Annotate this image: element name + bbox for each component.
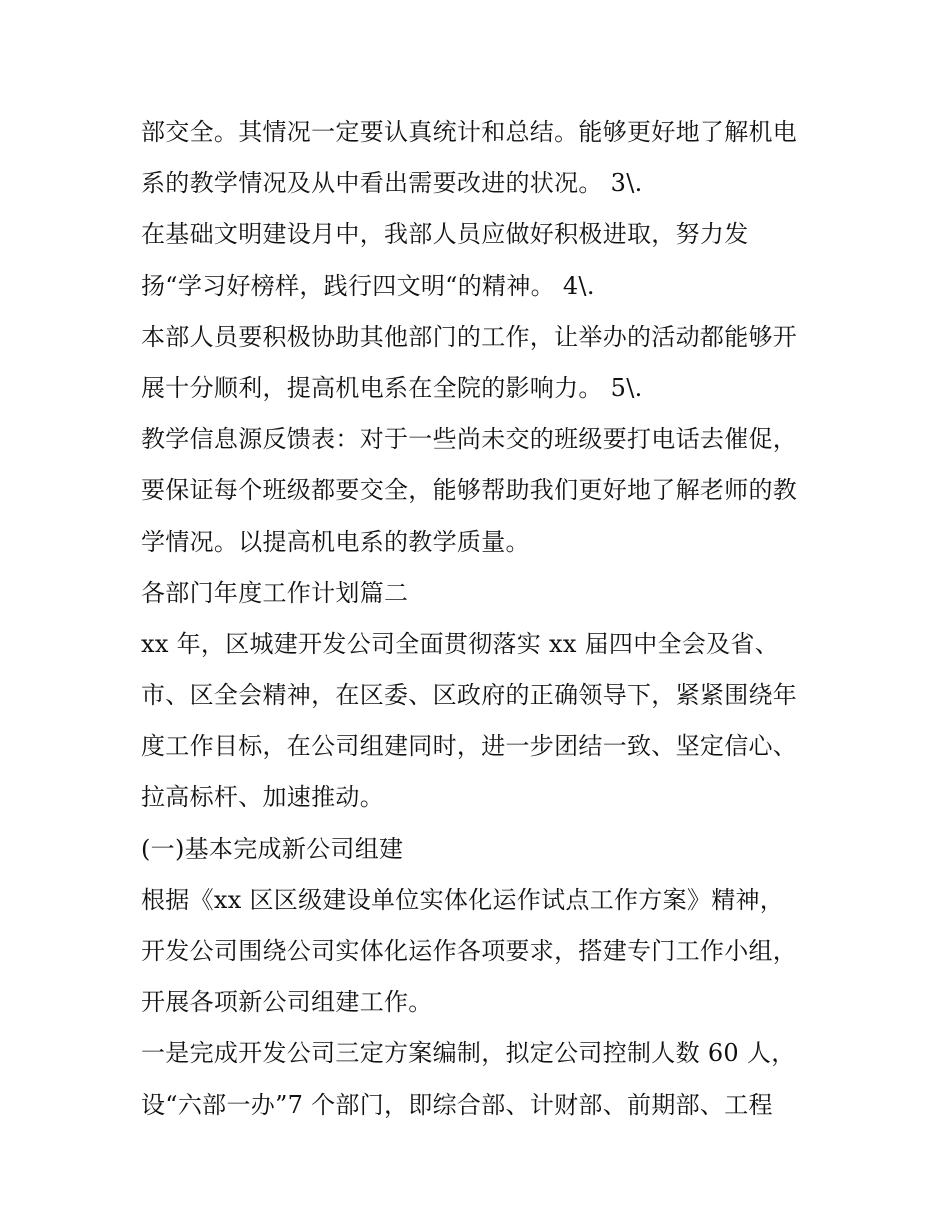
text-line: 部交全。其情况一定要认真统计和总结。能够更好地了解机电: [141, 118, 798, 146]
document-body: [141, 107, 841, 1131]
text-line: 一是完成开发公司三定方案编制，拟定公司控制人数 60 人，: [141, 1039, 796, 1068]
text-line: 本部人员要积极协助其他部门的工作，让举办的活动都能够开: [141, 322, 798, 351]
text-line: 开发公司围绕公司实体化运作各项要求，搭建专门工作小组，: [141, 937, 798, 965]
text-line: 要保证每个班级都要交全，能够帮助我们更好地了解老师的教: [141, 476, 798, 505]
text-line: 设“六部一办”7 个部门，即综合部、计财部、前期部、工程: [141, 1090, 773, 1119]
section-heading: 各部门年度工作计划篇二: [141, 578, 409, 607]
text-line: 教学信息源反馈表：对于一些尚未交的班级要打电话去催促，: [141, 425, 798, 454]
text-line: 系的教学情况及从中看出需要改进的状况。 3\.: [141, 169, 643, 198]
text-line: 在基础文明建设月中，我部人员应做好积极进取，努力发: [141, 220, 749, 249]
subsection-heading: (一)基本完成新公司组建: [141, 834, 404, 863]
text-line: xx 年，区城建开发公司全面贯彻落实 xx 届四中全会及省、: [141, 629, 780, 658]
text-line: 扬“学习好榜样，践行四文明“的精神。 4\.: [141, 271, 595, 300]
text-line: 度工作目标，在公司组建同时，进一步团结一致、坚定信心、: [141, 732, 798, 761]
text-line: 拉高标杆、加速推动。: [141, 783, 384, 812]
text-line: 展十分顺利，提高机电系在全院的影响力。 5\.: [141, 373, 643, 402]
text-line: 根据《xx 区区级建设单位实体化运作试点工作方案》精神，: [141, 885, 785, 914]
text-line: 市、区全会精神，在区委、区政府的正确领导下，紧紧围绕年: [141, 681, 798, 710]
text-line: 学情况。以提高机电系的教学质量。: [141, 527, 530, 556]
text-line: 开展各项新公司组建工作。: [141, 988, 433, 1017]
